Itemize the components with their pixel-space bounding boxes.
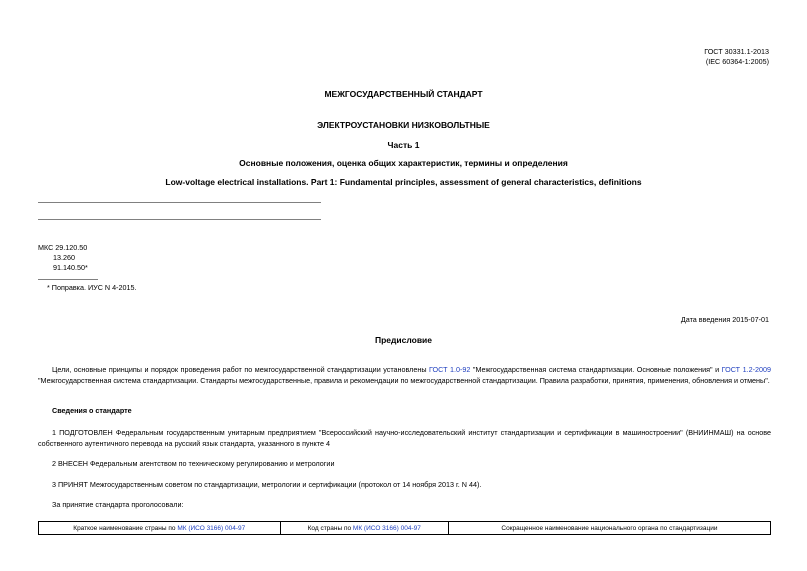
standard-info-heading: Сведения о стандарте: [52, 406, 132, 415]
mk-iso-3166-link[interactable]: МК (ИСО 3166) 004-97: [352, 524, 421, 532]
table-header-country-code: [280, 522, 448, 535]
table-header-national-body: Сокращенное наименование национального органа по стандартизации: [448, 522, 770, 535]
gost-1-2-2009-link[interactable]: ГОСТ 1.2-2009: [721, 365, 771, 374]
blank-rule-1: [38, 202, 321, 203]
subtitle-heading: Основные положения, оценка общих характеристик, термины и определения: [239, 158, 568, 168]
footnote: * Поправка. ИУС N 4-2015.: [47, 283, 137, 292]
voting-table: [38, 521, 771, 535]
table-header-text: Код страны по: [307, 524, 353, 532]
table-header-text: Краткое наименование страны по: [73, 524, 178, 532]
part-heading: Часть 1: [387, 140, 420, 150]
intro-date: Дата введения 2015-07-01: [680, 315, 769, 324]
english-title: Low-voltage electrical installations. Part 1: Fundamental principles, assessment of general characteristics, definitions: [165, 177, 642, 187]
standard-name-heading: ЭЛЕКТРОУСТАНОВКИ НИЗКОВОЛЬТНЫЕ: [317, 120, 490, 130]
iec-number: (IEC 60364-1:2005): [705, 57, 769, 66]
foreword-text: "Межгосударственная система стандартизации. Стандарты межгосударственные, правила и рекомендации по межгосударственной стандартизации. Правила разработки, принятия, применения, обновления и отмены".: [38, 376, 770, 385]
footnote-separator: [38, 279, 98, 280]
item-2-introduced: 2 ВНЕСЕН Федеральным агентством по техническому регулированию и метрологии: [52, 459, 335, 468]
gost-number: ГОСТ 30331.1-2013: [704, 47, 769, 56]
foreword-text: "Межгосударственная система стандартизации. Основные положения" и: [470, 365, 722, 374]
blank-rule-2: [38, 219, 321, 220]
item-3-adopted: 3 ПРИНЯТ Межгосударственным советом по стандартизации, метрологии и сертификации (протокол от 14 ноября 2013 г. N 44).: [52, 480, 482, 489]
mks-label: МКС 29.120.50: [38, 243, 88, 252]
table-header-country-name: [39, 522, 281, 535]
mks-code: 13.260: [53, 253, 75, 262]
foreword-paragraph: [38, 364, 771, 386]
mks-code: 91.140.50*: [53, 263, 88, 272]
voted-label: За принятие стандарта проголосовали:: [52, 500, 184, 509]
foreword-text: Цели, основные принципы и порядок проведения работ по межгосударственной стандартизации установлены: [52, 365, 430, 374]
standard-type-heading: МЕЖГОСУДАРСТВЕННЫЙ СТАНДАРТ: [324, 89, 483, 99]
gost-1-0-92-link[interactable]: ГОСТ 1.0-92: [429, 365, 471, 374]
foreword-heading: Предисловие: [374, 335, 433, 345]
mk-iso-3166-link[interactable]: МК (ИСО 3166) 004-97: [177, 524, 246, 532]
item-1-prepared: 1 ПОДГОТОВЛЕН Федеральным государственным унитарным предприятием "Всероссийский научно-исследовательский институт стандартизации и сертификации в машиностроении" (ВНИИНМАШ) на основе собственного аутентичного перевода на русский язык стандарта, указанного в пункте 4: [38, 428, 771, 448]
table-header-row: [39, 522, 771, 535]
